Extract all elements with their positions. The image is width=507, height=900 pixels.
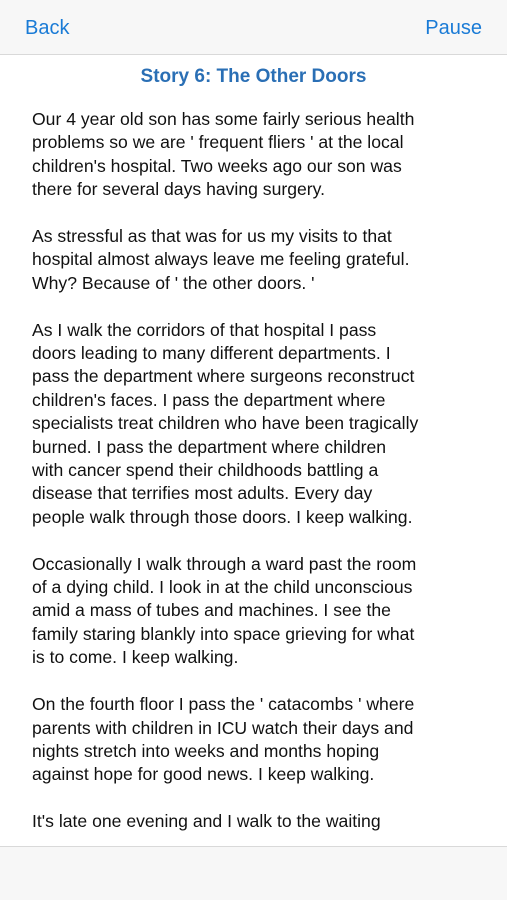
story-paragraph: As stressful as that was for us my visits to that hospital almost always leave me feeling grateful. Why? Because of ' the other doors. ' — [32, 226, 410, 293]
navigation-bar — [0, 0, 507, 55]
story-paragraph: As I walk the corridors of that hospital I pass doors leading to many different departments. I pass the department where surgeons reconstruct children's faces. I pass the department where specialists treat children who have been tragically burned. I pass the department where children with cancer spend their childhoods battling a disease that terrifies most adults. Every day people walk through those doors. I keep walking. — [32, 319, 419, 527]
story-title: Story 6: The Other Doors — [140, 66, 367, 87]
bottom-toolbar — [0, 846, 507, 900]
story-paragraph: Occasionally I walk through a ward past the room of a dying child. I look in at the child unconscious amid a mass of tubes and machines. I see the family staring blankly into space grieving for what is to come. I keep walking. — [32, 553, 417, 668]
story-paragraph: It's late one evening and I walk to the waiting — [32, 811, 381, 832]
story-paragraph: Our 4 year old son has some fairly serious health problems so we are ' frequent fliers ' at the local children's hospital. Two weeks ago our son was there for several days having surgery. — [32, 109, 415, 200]
back-button[interactable]: Back — [25, 17, 70, 39]
story-body — [32, 108, 482, 846]
story-scroll-view[interactable] — [0, 55, 507, 846]
story-paragraph: On the fourth floor I pass the ' catacombs ' where parents with children in ICU watch their days and nights stretch into weeks and months hoping against hope for good news. I keep walking. — [32, 694, 415, 785]
pause-button[interactable]: Pause — [425, 17, 482, 39]
